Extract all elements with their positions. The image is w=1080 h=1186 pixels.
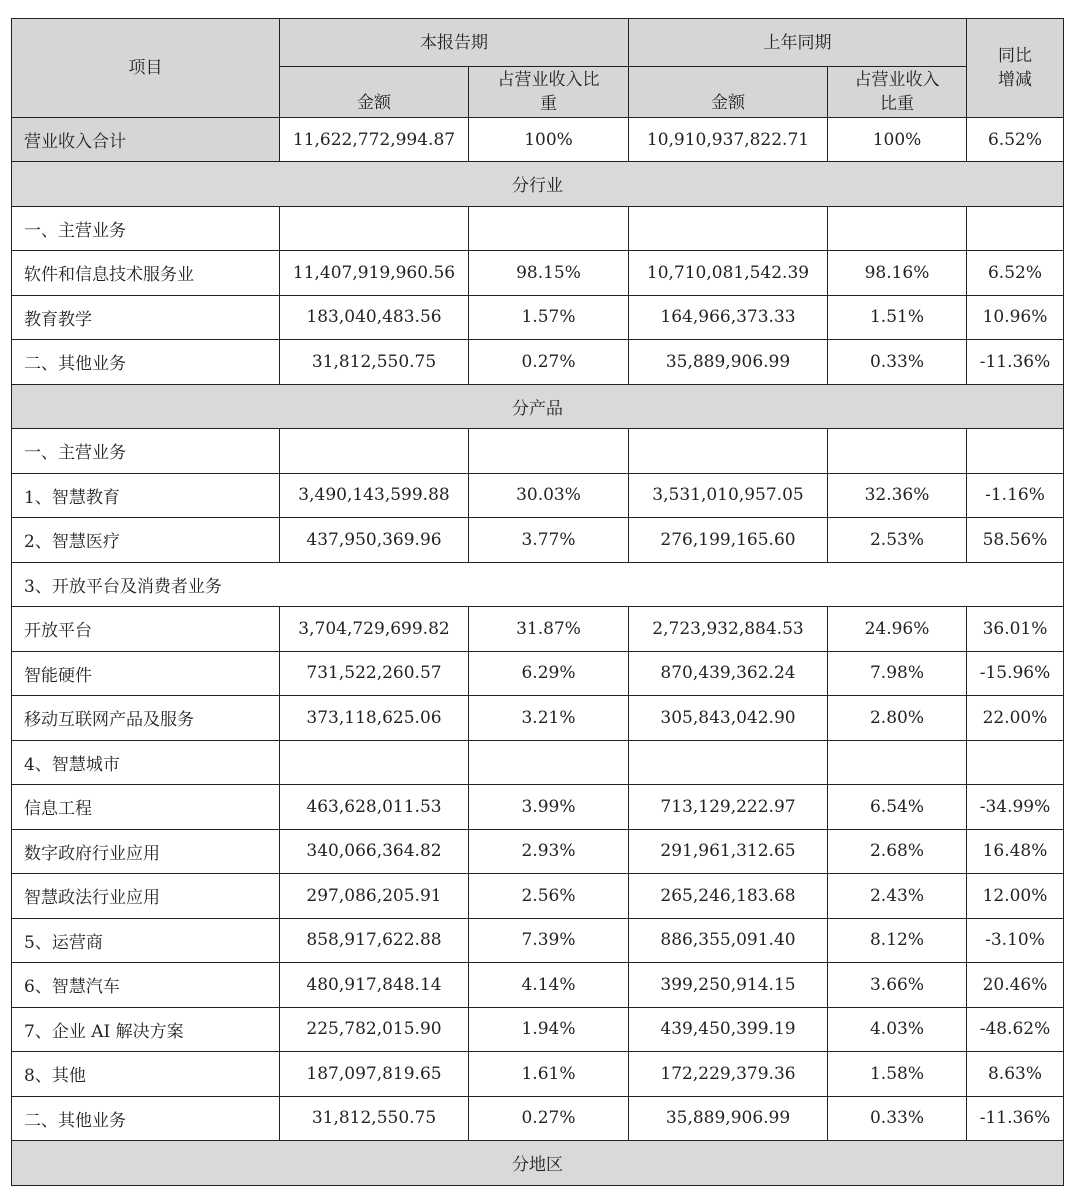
yoy-change-cell: -1.16%: [967, 473, 1064, 518]
header-item: 项目: [12, 19, 280, 118]
row-label: 开放平台: [12, 607, 280, 652]
yoy-change-cell: 6.52%: [967, 118, 1064, 162]
prior-amount-cell: [629, 206, 828, 251]
row-label: 6、智慧汽车: [12, 963, 280, 1008]
header-yoy: [967, 19, 1064, 118]
row-label: 2、智慧医疗: [12, 518, 280, 563]
table-row: [12, 651, 1064, 696]
header-current-share-line1: 占营业收入比: [497, 70, 600, 90]
current-amount-cell: 340,066,364.82: [280, 829, 469, 874]
header-current-period: 本报告期: [280, 19, 629, 67]
prior-amount-cell: 886,355,091.40: [629, 918, 828, 963]
current-share-cell: 100%: [469, 118, 629, 162]
row-label: 4、智慧城市: [12, 740, 280, 785]
prior-share-cell: 24.96%: [828, 607, 967, 652]
current-amount-cell: 31,812,550.75: [280, 340, 469, 385]
current-amount-cell: 437,950,369.96: [280, 518, 469, 563]
current-share-cell: 7.39%: [469, 918, 629, 963]
prior-share-cell: 100%: [828, 118, 967, 162]
current-share-cell: 2.93%: [469, 829, 629, 874]
row-label: 7、企业 AI 解决方案: [12, 1007, 280, 1052]
header-yoy-line1: 同比: [998, 46, 1032, 66]
prior-share-cell: 4.03%: [828, 1007, 967, 1052]
prior-amount-cell: 439,450,399.19: [629, 1007, 828, 1052]
table-row: [12, 562, 1064, 607]
row-label: 1、智慧教育: [12, 473, 280, 518]
row-label: 教育教学: [12, 295, 280, 340]
prior-amount-cell: [629, 740, 828, 785]
prior-share-cell: 2.80%: [828, 696, 967, 741]
prior-amount-cell: 164,966,373.33: [629, 295, 828, 340]
row-label: 一、主营业务: [12, 206, 280, 251]
table-body: [12, 118, 1064, 1186]
prior-amount-cell: 713,129,222.97: [629, 785, 828, 830]
prior-amount-cell: 291,961,312.65: [629, 829, 828, 874]
current-share-cell: 3.77%: [469, 518, 629, 563]
section-title: 分地区: [12, 1141, 1064, 1186]
yoy-change-cell: -48.62%: [967, 1007, 1064, 1052]
section-title: 分产品: [12, 384, 1064, 429]
row-label: 信息工程: [12, 785, 280, 830]
current-amount-cell: 858,917,622.88: [280, 918, 469, 963]
current-amount-cell: 373,118,625.06: [280, 696, 469, 741]
table-row: [12, 874, 1064, 919]
current-share-cell: 3.21%: [469, 696, 629, 741]
total-row: [12, 118, 1064, 162]
row-label: 数字政府行业应用: [12, 829, 280, 874]
current-amount-cell: 31,812,550.75: [280, 1096, 469, 1141]
current-share-cell: 1.61%: [469, 1052, 629, 1097]
table-row: [12, 829, 1064, 874]
current-amount-cell: [280, 740, 469, 785]
current-amount-cell: 11,622,772,994.87: [280, 118, 469, 162]
current-share-cell: [469, 206, 629, 251]
prior-amount-cell: 10,910,937,822.71: [629, 118, 828, 162]
current-amount-cell: [280, 206, 469, 251]
yoy-change-cell: 12.00%: [967, 874, 1064, 919]
prior-share-cell: [828, 429, 967, 474]
table-row: [12, 518, 1064, 563]
row-label: 一、主营业务: [12, 429, 280, 474]
table-row: [12, 1007, 1064, 1052]
current-share-cell: 3.99%: [469, 785, 629, 830]
current-amount-cell: 187,097,819.65: [280, 1052, 469, 1097]
prior-amount-cell: 399,250,914.15: [629, 963, 828, 1008]
table-row: [12, 1052, 1064, 1097]
current-share-cell: [469, 429, 629, 474]
table-row: [12, 429, 1064, 474]
table-row: [12, 963, 1064, 1008]
current-share-cell: 98.15%: [469, 251, 629, 296]
current-amount-cell: [280, 429, 469, 474]
table-row: [12, 473, 1064, 518]
row-label: 智能硬件: [12, 651, 280, 696]
yoy-change-cell: 6.52%: [967, 251, 1064, 296]
yoy-change-cell: 58.56%: [967, 518, 1064, 563]
prior-amount-cell: 276,199,165.60: [629, 518, 828, 563]
current-share-cell: 2.56%: [469, 874, 629, 919]
row-label: 3、开放平台及消费者业务: [12, 562, 1064, 607]
current-amount-cell: 3,490,143,599.88: [280, 473, 469, 518]
yoy-change-cell: 22.00%: [967, 696, 1064, 741]
header-yoy-line2: 增减: [998, 70, 1032, 90]
yoy-change-cell: 16.48%: [967, 829, 1064, 874]
section-header-row: [12, 162, 1064, 207]
prior-share-cell: [828, 740, 967, 785]
prior-amount-cell: 305,843,042.90: [629, 696, 828, 741]
current-share-cell: 30.03%: [469, 473, 629, 518]
yoy-change-cell: -3.10%: [967, 918, 1064, 963]
header-prior-share-line1: 占营业收入: [854, 70, 940, 90]
row-label: 营业收入合计: [12, 118, 280, 162]
prior-share-cell: 2.53%: [828, 518, 967, 563]
section-header-row: [12, 384, 1064, 429]
prior-share-cell: 7.98%: [828, 651, 967, 696]
prior-amount-cell: 35,889,906.99: [629, 340, 828, 385]
table-row: [12, 340, 1064, 385]
table-row: [12, 251, 1064, 296]
yoy-change-cell: [967, 740, 1064, 785]
prior-amount-cell: 3,531,010,957.05: [629, 473, 828, 518]
prior-share-cell: 2.68%: [828, 829, 967, 874]
prior-share-cell: 0.33%: [828, 340, 967, 385]
prior-share-cell: 1.51%: [828, 295, 967, 340]
current-share-cell: [469, 740, 629, 785]
prior-amount-cell: 265,246,183.68: [629, 874, 828, 919]
revenue-breakdown-table: [11, 18, 1064, 1186]
row-label: 软件和信息技术服务业: [12, 251, 280, 296]
prior-share-cell: 3.66%: [828, 963, 967, 1008]
row-label: 二、其他业务: [12, 340, 280, 385]
current-amount-cell: 183,040,483.56: [280, 295, 469, 340]
header-current-share-line2: 重: [540, 94, 557, 114]
current-share-cell: 0.27%: [469, 340, 629, 385]
table-row: [12, 696, 1064, 741]
prior-amount-cell: 35,889,906.99: [629, 1096, 828, 1141]
yoy-change-cell: [967, 206, 1064, 251]
prior-share-cell: 98.16%: [828, 251, 967, 296]
table-header: [12, 19, 1064, 118]
section-title: 分行业: [12, 162, 1064, 207]
yoy-change-cell: -34.99%: [967, 785, 1064, 830]
header-prior-period: 上年同期: [629, 19, 967, 67]
header-prior-share: [828, 67, 967, 118]
current-share-cell: 0.27%: [469, 1096, 629, 1141]
prior-amount-cell: 870,439,362.24: [629, 651, 828, 696]
current-amount-cell: 480,917,848.14: [280, 963, 469, 1008]
table-row: [12, 607, 1064, 652]
table-row: [12, 918, 1064, 963]
prior-share-cell: 0.33%: [828, 1096, 967, 1141]
prior-share-cell: 1.58%: [828, 1052, 967, 1097]
table-row: [12, 295, 1064, 340]
revenue-table-container: [11, 18, 1064, 1186]
table-row: [12, 1096, 1064, 1141]
yoy-change-cell: -11.36%: [967, 340, 1064, 385]
current-share-cell: 1.94%: [469, 1007, 629, 1052]
header-prior-share-line2: 比重: [880, 94, 914, 114]
prior-share-cell: 8.12%: [828, 918, 967, 963]
prior-amount-cell: 172,229,379.36: [629, 1052, 828, 1097]
current-amount-cell: 463,628,011.53: [280, 785, 469, 830]
current-share-cell: 31.87%: [469, 607, 629, 652]
table-row: [12, 785, 1064, 830]
header-current-share: [469, 67, 629, 118]
table-row: [12, 740, 1064, 785]
current-amount-cell: 225,782,015.90: [280, 1007, 469, 1052]
prior-amount-cell: 2,723,932,884.53: [629, 607, 828, 652]
current-share-cell: 4.14%: [469, 963, 629, 1008]
yoy-change-cell: [967, 429, 1064, 474]
prior-amount-cell: [629, 429, 828, 474]
prior-share-cell: [828, 206, 967, 251]
row-label: 5、运营商: [12, 918, 280, 963]
yoy-change-cell: -15.96%: [967, 651, 1064, 696]
current-share-cell: 6.29%: [469, 651, 629, 696]
header-current-amount: 金额: [280, 67, 469, 118]
prior-amount-cell: 10,710,081,542.39: [629, 251, 828, 296]
row-label: 8、其他: [12, 1052, 280, 1097]
row-label: 二、其他业务: [12, 1096, 280, 1141]
section-header-row: [12, 1141, 1064, 1186]
yoy-change-cell: 20.46%: [967, 963, 1064, 1008]
row-label: 智慧政法行业应用: [12, 874, 280, 919]
current-amount-cell: 297,086,205.91: [280, 874, 469, 919]
yoy-change-cell: 36.01%: [967, 607, 1064, 652]
header-prior-amount: 金额: [629, 67, 828, 118]
row-label: 移动互联网产品及服务: [12, 696, 280, 741]
current-amount-cell: 11,407,919,960.56: [280, 251, 469, 296]
prior-share-cell: 2.43%: [828, 874, 967, 919]
current-share-cell: 1.57%: [469, 295, 629, 340]
yoy-change-cell: 10.96%: [967, 295, 1064, 340]
prior-share-cell: 6.54%: [828, 785, 967, 830]
table-row: [12, 206, 1064, 251]
yoy-change-cell: 8.63%: [967, 1052, 1064, 1097]
yoy-change-cell: -11.36%: [967, 1096, 1064, 1141]
current-amount-cell: 3,704,729,699.82: [280, 607, 469, 652]
current-amount-cell: 731,522,260.57: [280, 651, 469, 696]
prior-share-cell: 32.36%: [828, 473, 967, 518]
